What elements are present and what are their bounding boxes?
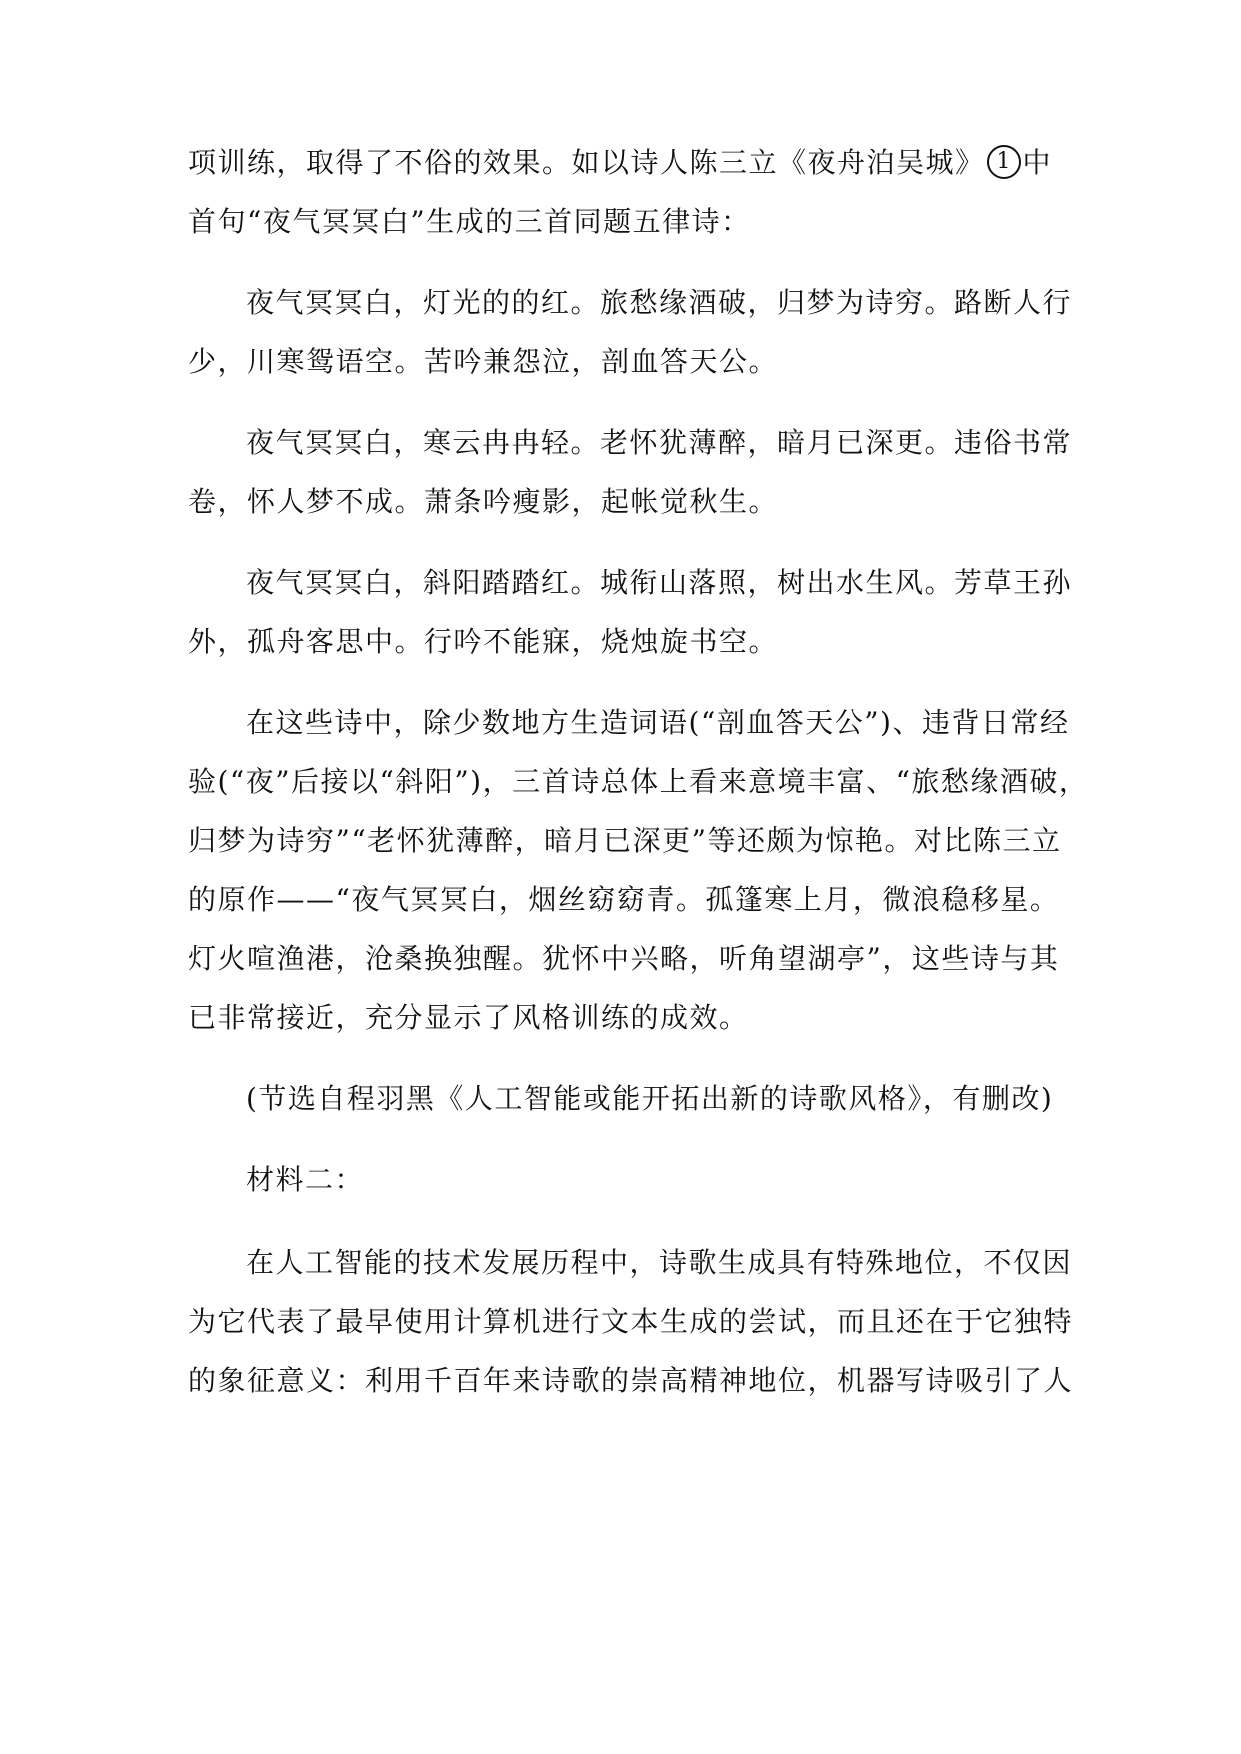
paragraph-line: 为它代表了最早使用计算机进行文本生成的尝试，而且还在于它独特 (188, 1305, 1074, 1338)
section-heading: 材料二： (246, 1163, 365, 1196)
paragraph-line (188, 143, 1068, 183)
paragraph-line: 已非常接近，充分显示了风格训练的成效。 (188, 1001, 749, 1034)
poem-line: 夜气冥冥白，灯光的的红。旅愁缘酒破，归梦为诗穷。路断人行 (246, 286, 1073, 319)
text-segment: 中 (1022, 146, 1053, 179)
paragraph-line: 验(“夜”后接以“斜阳”)，三首诗总体上看来意境丰富、“旅愁缘酒破， (188, 765, 1089, 798)
paragraph-line: 在人工智能的技术发展历程中，诗歌生成具有特殊地位，不仅因 (246, 1246, 1073, 1279)
poem-line: 夜气冥冥白，寒云冉冉轻。老怀犹薄醉，暗月已深更。违俗书常 (246, 426, 1073, 459)
paragraph-line: 首句“夜气冥冥白”生成的三首同题五律诗： (188, 205, 751, 238)
paragraph-line: 的原作——“夜气冥冥白，烟丝窈窈青。孤篷寒上月，微浪稳移星。 (188, 883, 1060, 916)
text-segment: 项训练，取得了不俗的效果。如以诗人陈三立《夜舟泊吴城》 (188, 146, 985, 179)
paragraph-line: 在这些诗中，除少数地方生造词语(“剖血答天公”)、违背日常经 (246, 706, 1070, 739)
source-citation: (节选自程羽黑《人工智能或能开拓出新的诗歌风格》，有删改) (246, 1082, 1054, 1115)
poem-line: 夜气冥冥白，斜阳踏踏红。城衔山落照，树出水生风。芳草王孙 (246, 566, 1073, 599)
poem-line: 少，川寒鸳语空。苦吟兼怨泣，剖血答天公。 (188, 345, 779, 378)
poem-line: 外，孤舟客思中。行吟不能寐，烧烛旋书空。 (188, 625, 779, 658)
paragraph-line: 的象征意义：利用千百年来诗歌的崇高精神地位，机器写诗吸引了人 (188, 1364, 1074, 1397)
poem-line: 卷，怀人梦不成。萧条吟瘦影，起帐觉秋生。 (188, 485, 779, 518)
paragraph-line: 归梦为诗穷”“老怀犹薄醉，暗月已深更”等还颇为惊艳。对比陈三立 (188, 824, 1062, 857)
paragraph-line: 灯火喧渔港，沧桑换独醒。犹怀中兴略，听角望湖亭”，这些诗与其 (188, 942, 1060, 975)
footnote-marker: 1 (987, 145, 1021, 179)
